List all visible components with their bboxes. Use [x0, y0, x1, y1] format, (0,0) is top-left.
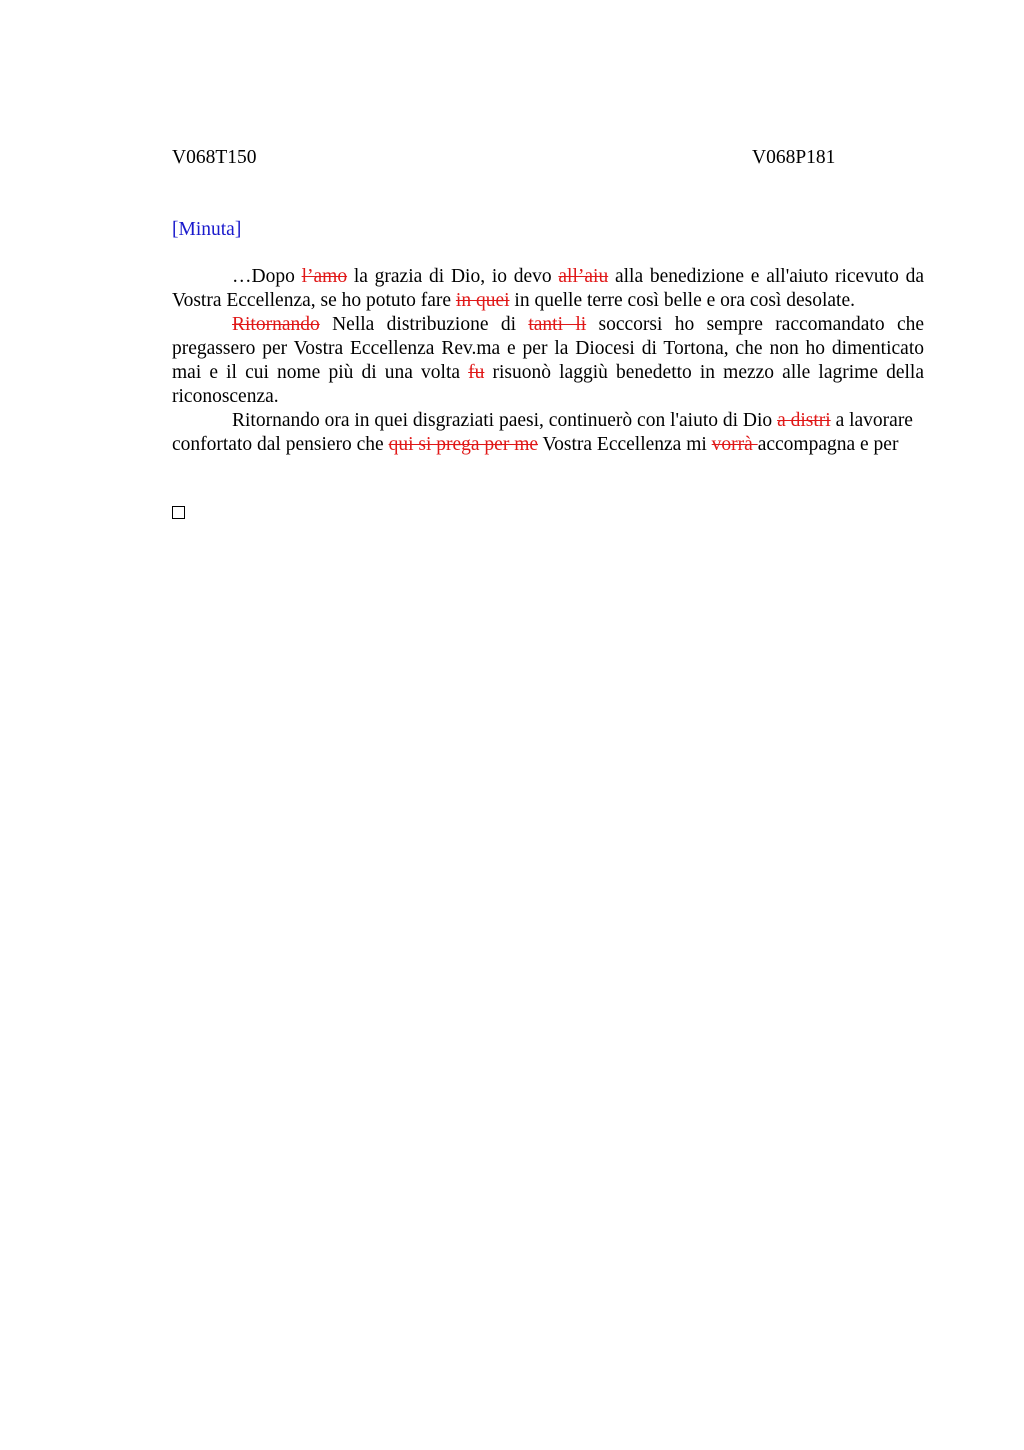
letter-body — [172, 265, 924, 457]
text-segment: Ritornando ora in quei disgraziati paesi, continuerò con l'aiuto di Dio — [232, 410, 778, 431]
text-segment: in quelle terre così belle e ora così desolate. — [509, 290, 855, 311]
letter-paragraph — [172, 409, 924, 457]
deleted-text: tanti li — [528, 314, 587, 335]
text-segment: accompagna e per — [757, 434, 899, 455]
deleted-text: l’amo — [301, 266, 348, 287]
text-segment: …Dopo — [232, 266, 302, 287]
deleted-text: vorrà — [711, 434, 758, 455]
text-segment: alla benedizione e all'aiuto ricevuto da Vostra Eccellenza, se ho potuto fare — [172, 266, 924, 311]
text-segment: soccorsi ho sempre raccomandato che pregassero per Vostra Eccellenza Rev.ma e per la Diocesi di Tortona, che non ho dimenticato mai e il cui nome più di una volta — [172, 314, 924, 383]
deleted-text: a distri — [777, 410, 831, 431]
deleted-text: in quei — [455, 290, 510, 311]
text-segment: a lavorare confortato dal pensiero che — [172, 410, 913, 455]
document-code-left: V068T150 — [172, 147, 257, 168]
text-segment: la grazia di Dio, io devo — [347, 266, 559, 287]
letter-paragraph — [172, 313, 924, 409]
deleted-text: fu — [468, 362, 485, 383]
text-segment: Vostra Eccellenza mi — [538, 434, 712, 455]
deleted-text: all’aiu — [558, 266, 609, 287]
deleted-text: Ritornando — [232, 314, 320, 335]
empty-square-icon — [172, 506, 185, 519]
text-segment: risuonò laggiù benedetto in mezzo alle lagrime della riconoscenza. — [172, 362, 924, 407]
minuta-label: [Minuta] — [172, 219, 242, 240]
deleted-text: qui si prega per me — [388, 434, 539, 455]
document-code-right: V068P181 — [752, 147, 836, 168]
letter-paragraph — [172, 265, 924, 313]
text-segment: Nella distribuzione di — [319, 314, 529, 335]
